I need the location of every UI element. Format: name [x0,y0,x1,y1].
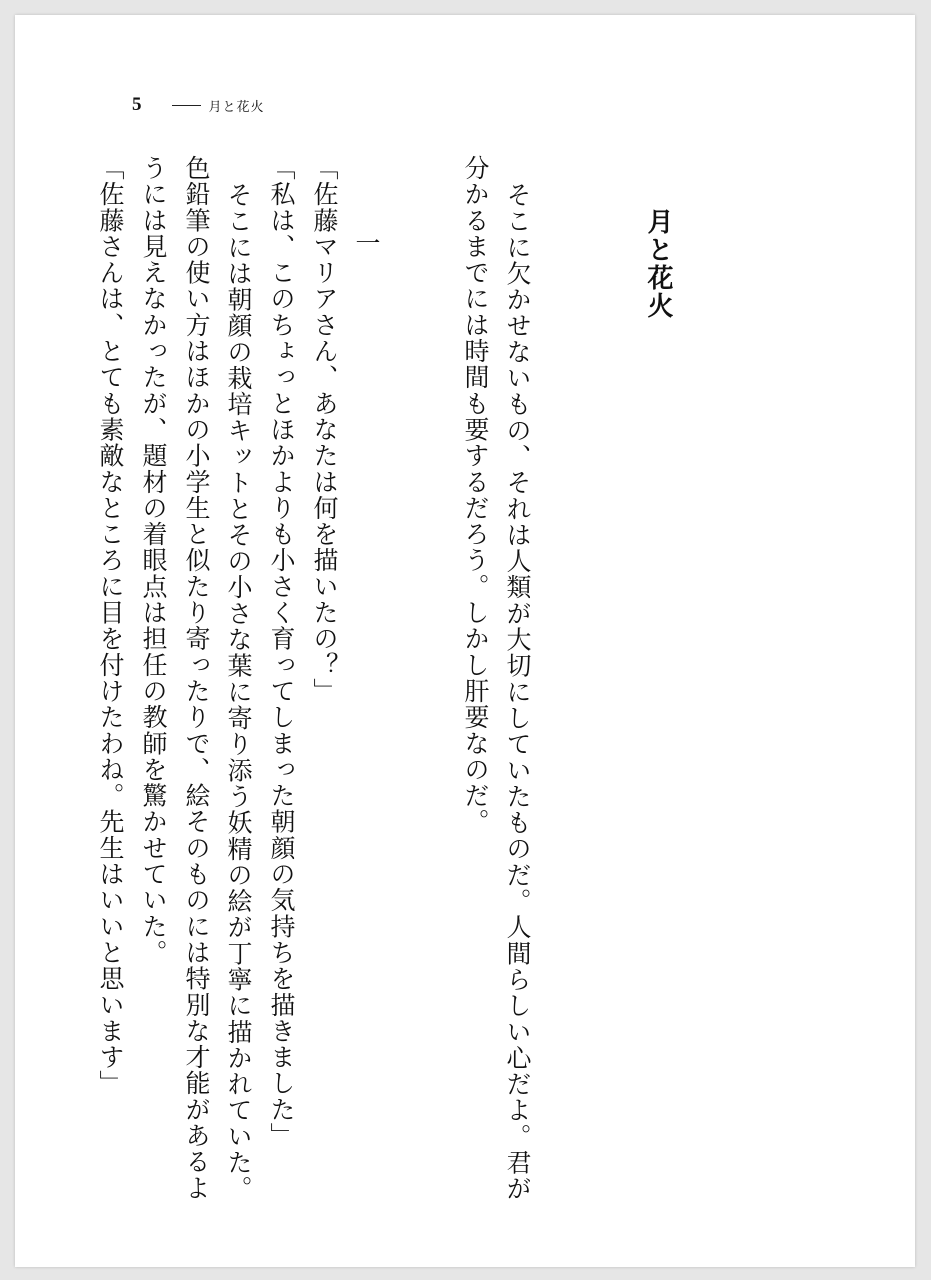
running-header [132,93,265,117]
running-title: 月と花火 [208,99,265,115]
page-number: 5 [132,94,142,115]
section-mark: 一 [352,230,381,255]
body-line-7: うには見えなかったが、題材の着眼点は担任の教師を驚かせていた。 [139,155,168,966]
chapter-title: 月と花火 [643,208,673,320]
header-rule [172,105,201,106]
body-line-8: 「佐藤さんは、とても素敵なところに目を付けたわね。先生はいいと思います」 [96,155,125,1097]
body-line-2: 分かるまでには時間も要するだろう。しかし肝要なのだ。 [461,155,490,835]
body-line-5: そこには朝顔の栽培キットとその小さな葉に寄り添う妖精の絵が丁寧に描かれていた。 [224,182,253,1202]
body-line-4: 「私は、このちょっとほかよりも小さく育ってしまった朝顔の気持ちを描きました」 [267,155,296,1149]
body-line-3: 「佐藤マリアさん、あなたは何を描いたの？」 [310,155,339,705]
book-page [15,15,915,1267]
body-line-6: 色鉛筆の使い方はほかの小学生と似たり寄ったりで、絵そのものには特別な才能があるよ [182,155,211,1201]
body-line-1: そこに欠かせないもの、それは人類が大切にしていたものだ。人間らしい心だよ。君が [503,182,532,1202]
